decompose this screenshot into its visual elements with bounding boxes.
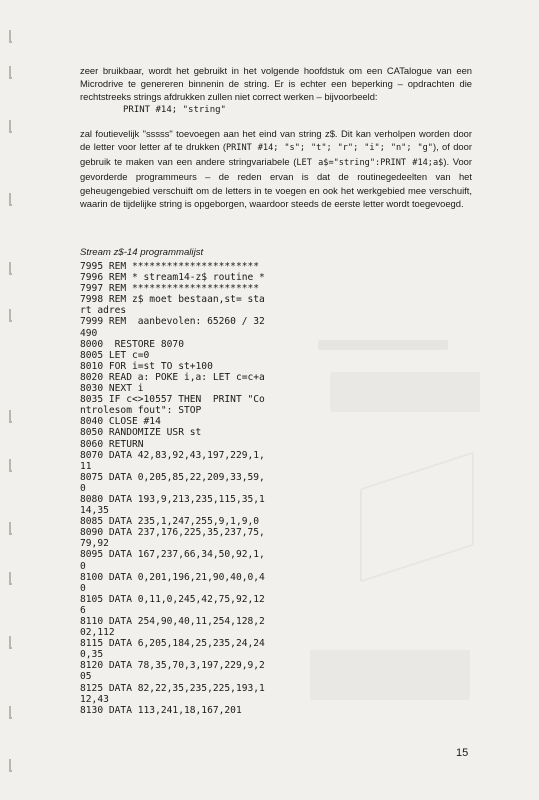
- listing-line: 8050 RANDOMIZE USR st: [80, 427, 202, 439]
- listing-line: 12,43: [80, 693, 109, 705]
- listing-title: Stream z$-14 programmalijst: [80, 247, 204, 258]
- listing-line: 7995 REM **********************: [80, 261, 260, 272]
- listing-line: 7997 REM **********************: [80, 283, 260, 295]
- listing-line: 05: [80, 671, 92, 683]
- listing-line: 8105 DATA 0,11,0,245,42,75,92,12: [80, 593, 265, 605]
- listing-line: 8040 CLOSE #14: [80, 416, 161, 428]
- binder-mark: [9, 522, 12, 535]
- listing-line: rt adres: [80, 305, 127, 317]
- listing-line: 11: [80, 460, 92, 472]
- binder-mark: [9, 759, 12, 772]
- listing-line: 8120 DATA 78,35,70,3,197,229,9,2: [80, 660, 265, 672]
- binder-mark: [9, 262, 12, 275]
- listing-line: 8075 DATA 0,205,85,22,209,33,59,: [80, 471, 265, 483]
- listing-line: 8070 DATA 42,83,92,43,197,229,1,: [80, 449, 265, 461]
- listing-line: 8090 DATA 237,176,225,35,237,75,: [80, 527, 265, 539]
- binder-mark: [9, 193, 12, 206]
- binder-mark: [9, 636, 12, 649]
- listing-line: 8125 DATA 82,22,35,235,225,193,1: [80, 682, 265, 694]
- listing-line: 0: [80, 482, 86, 494]
- listing-line: 8000 RESTORE 8070: [80, 338, 184, 350]
- listing-line: 0,35: [80, 649, 104, 661]
- paragraph-intro: zeer bruikbaar, wordt het gebruikt in het volgende hoofdstuk om een CATalogue van een Microdrive te genereren binnenin de string. Er is echter een beperking – opdrachten die rechtstreeks strings afdrukken zullen niet correct werken – bijvoorbeeld:: [80, 65, 472, 103]
- listing-line: 8085 DATA 235,1,247,255,9,1,9,0: [80, 516, 260, 528]
- listing-line: 7999 REM aanbevolen: 65260 / 32: [80, 316, 265, 328]
- showthrough-mark: [360, 451, 474, 582]
- listing-line: 8080 DATA 193,9,213,235,115,35,1: [80, 493, 265, 505]
- listing-line: 02,112: [80, 627, 115, 639]
- listing-line: 8020 READ a: POKE i,a: LET c=c+a: [80, 371, 265, 383]
- listing-line: 8010 FOR i=st TO st+100: [80, 360, 213, 372]
- listing-line: 79,92: [80, 538, 109, 550]
- listing-line: 490: [80, 327, 98, 339]
- binder-mark: [9, 309, 12, 322]
- listing-line: 7996 REM * stream14-z$ routine *: [80, 272, 265, 284]
- inline-code: LET a$="string":PRINT #14;a$: [296, 158, 444, 169]
- paragraph-text: ), of door gebruik te maken van een andere stringvariabele (: [80, 141, 472, 168]
- showthrough-mark: [318, 340, 448, 350]
- listing-line: 7998 REM z$ moet bestaan,st= sta: [80, 294, 265, 306]
- listing-line: 14,35: [80, 505, 109, 517]
- listing-line: 8100 DATA 0,201,196,21,90,40,0,4: [80, 571, 265, 583]
- listing-line: 8115 DATA 6,205,184,25,235,24,24: [80, 638, 265, 650]
- paragraph-text: zal foutievelijk "sssss" toevoegen aan het eind van string z$. Dit kan verholpen worden door de letter voor letter af te drukken (: [80, 127, 472, 153]
- paragraph-explanation: [80, 127, 472, 210]
- binder-mark: [9, 459, 12, 472]
- binder-mark: [9, 572, 12, 585]
- inline-code: PRINT #14; "s"; "t"; "r"; "i"; "n"; "g": [225, 143, 433, 154]
- listing-line: 8095 DATA 167,237,66,34,50,92,1,: [80, 549, 265, 561]
- paragraph-text: ). Voor gevorderde programmeurs – de reden ervan is dat de routinegedeelten van het geheugengebied verschuift om de letters in te voegen en ook het werkgebied mee verschuift, waarin de tijdelijke string is opgeborgen, waardoor steeds de eerste letter wordt toegevoegd.: [80, 156, 472, 209]
- listing-line: 0: [80, 560, 86, 572]
- program-listing: [80, 261, 320, 716]
- listing-line: 8060 RETURN: [80, 438, 144, 450]
- listing-line: 8130 DATA 113,241,18,167,201: [80, 704, 242, 716]
- binder-margin: [0, 0, 22, 800]
- showthrough-mark: [330, 372, 480, 412]
- body-text: [80, 64, 472, 210]
- listing-line: 8110 DATA 254,90,40,11,254,128,2: [80, 616, 265, 627]
- listing-line: 0: [80, 582, 86, 594]
- listing-line: 8030 NEXT i: [80, 383, 144, 395]
- binder-mark: [9, 120, 12, 133]
- listing-line: ntrolesom fout": STOP: [80, 405, 202, 417]
- code-example: PRINT #14; "string": [123, 104, 226, 115]
- binder-mark: [9, 30, 12, 43]
- listing-line: 6: [80, 604, 86, 616]
- showthrough-mark: [310, 650, 470, 700]
- page-number: 15: [456, 747, 469, 759]
- binder-mark: [9, 410, 12, 423]
- listing-line: 8005 LET c=0: [80, 349, 150, 361]
- listing-line: 8035 IF c<>10557 THEN PRINT "Co: [80, 394, 265, 406]
- binder-mark: [9, 706, 12, 719]
- binder-mark: [9, 66, 12, 79]
